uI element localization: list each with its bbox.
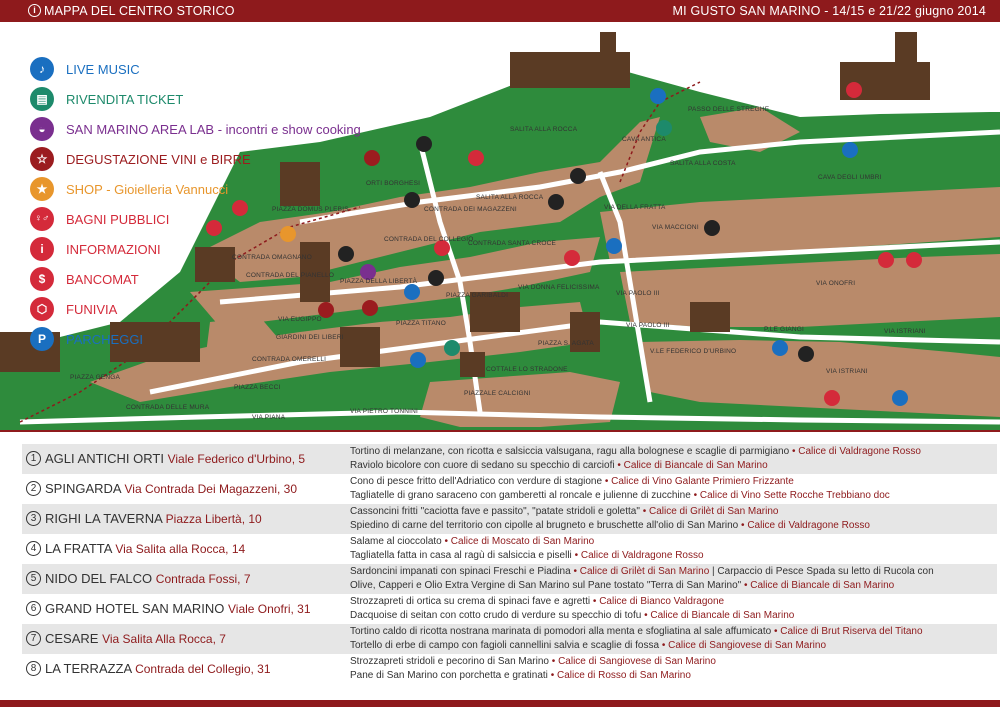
pin-7 — [548, 194, 564, 210]
pin-8 — [428, 270, 444, 286]
label-federico-urbino: V.LE FEDERICO D'URBINO — [650, 348, 737, 355]
row-number: 7 — [26, 631, 41, 646]
row-number: 3 — [26, 511, 41, 526]
legend-live-music[interactable] — [30, 57, 390, 83]
label-stradone: COTTALE LO STRADONE — [486, 366, 568, 373]
parking-icon: P — [30, 327, 54, 351]
label-collegio: CONTRADA DEL COLLEGIO — [384, 236, 474, 243]
legend-atm[interactable] — [30, 267, 390, 293]
table-row[interactable] — [22, 444, 997, 474]
row-number: 6 — [26, 601, 41, 616]
label-via-fratta: VIA DELLA FRATTA — [604, 204, 666, 211]
restaurant-address: Contrada Fossi, 7 — [155, 572, 251, 586]
dish-line: Tagliatelle di grano saraceno con gamberetti al roncale e julienne di zucchine • Calice di Vino Sette Rocche Trebbiano doc — [350, 490, 890, 501]
restaurant-address: Viale Onofri, 31 — [228, 602, 311, 616]
legend-shop[interactable] — [30, 177, 390, 203]
label-giardini-liberi: GIARDINI DEI LIBERI — [276, 334, 344, 341]
label-piazza-liberta: PIAZZA DELLA LIBERTÀ — [340, 278, 418, 285]
label-salita-rocca-2: SALITA ALLA ROCCA — [476, 194, 544, 201]
dish-line: Tagliatella fatta in casa al ragù di salsiccia e piselli • Calice di Valdragone Rosso — [350, 550, 704, 561]
label-pietro-tonnini: VIA PIETRO TONNINI — [350, 408, 419, 415]
restaurant-address: Piazza Libertà, 10 — [165, 512, 262, 526]
dish-line: Strozzapreti di ortica su crema di spinaci fave e agretti • Calice di Bianco Valdragone — [350, 596, 725, 607]
legend-label: LIVE MUSIC — [66, 62, 140, 77]
restaurant-name: AGLI ANTICHI ORTI Viale Federico d'Urbino, 5 — [45, 451, 306, 466]
label-via-eugippo: VIA EUGIPPO — [278, 316, 322, 323]
dish-line: Cassoncini fritti "caciotta fave e passito", "patate stridoli e goletta" • Calice di Grilèt di San Marino — [350, 506, 779, 517]
restaurant-name: NIDO DEL FALCO Contrada Fossi, 7 — [45, 571, 251, 586]
microphone-icon: ♪ — [30, 57, 54, 81]
restaurant-address: Via Salita Alla Rocca, 7 — [102, 632, 226, 646]
dish-line: Dacquoise di seitan con cotto crudo di verdure su specchio di tofu • Calice di Biancale di San Marino — [350, 610, 795, 621]
restaurant-name: GRAND HOTEL SAN MARINO Viale Onofri, 31 — [45, 601, 311, 616]
legend-cable-car[interactable] — [30, 297, 390, 323]
dish-line: Tortino di melanzane, con ricotta e salsiccia valsugana, ragu alla bolognese e scaglie di parmigiano • Calice di Valdragone Rosso — [350, 446, 921, 457]
legend-label: RIVENDITA TICKET — [66, 92, 184, 107]
label-cava-umbri: CAVA DEGLI UMBRI — [818, 174, 882, 181]
table-row[interactable] — [22, 504, 997, 534]
cable-car-icon: ⬡ — [30, 297, 54, 321]
dish-line: Sardoncini impanati con spinaci Freschi e Piadina • Calice di Grilèt di San Marino | Carpaccio di Pesce Spada su letto di Rucola con — [350, 566, 934, 577]
event-title: MI GUSTO SAN MARINO - 14/15 e 21/22 giugno 2014 — [672, 4, 986, 18]
star-icon: ★ — [30, 177, 54, 201]
dish-line: Salame al cioccolato • Calice di Moscato di San Marino — [350, 536, 595, 547]
pin-4 — [570, 168, 586, 184]
label-via-piana: VIA PIANA — [252, 414, 286, 421]
label-via-onofri: VIA ONOFRI — [816, 280, 856, 287]
pin-6 — [704, 220, 720, 236]
legend-area-lab[interactable] — [30, 117, 390, 143]
label-cava-antica: CAVA ANTICA — [622, 136, 666, 143]
label-domus-plebis: PIAZZA DOMUS PLEBIS — [272, 206, 349, 213]
legend-label: INFORMAZIONI — [66, 242, 161, 257]
label-istriani-1: VIA ISTRIANI — [884, 328, 926, 335]
restaurant-name: LA FRATTA Via Salita alla Rocca, 14 — [45, 541, 246, 556]
label-piazza-genga: PIAZZA GENGA — [70, 374, 121, 381]
mortar-icon: ◒ — [30, 117, 54, 141]
restaurant-name: SPINGARDA Via Contrada Dei Magazzeni, 30 — [45, 481, 298, 496]
label-giangi: P.LE GIANGI — [764, 326, 805, 333]
label-orti-borghesi: ORTI BORGHESI — [366, 180, 421, 187]
label-salita-rocca-1: SALITA ALLA ROCCA — [510, 126, 578, 133]
legend-label: BANCOMAT — [66, 272, 139, 287]
label-salita-costa: SALITA ALLA COSTA — [670, 160, 736, 167]
dish-line: Tortino caldo di ricotta nostrana marinata di pomodori alla menta e sfogliatina al sale affumicato • Calice di Brut Riserva del Titano — [350, 626, 923, 637]
restaurant-address: Via Salita alla Rocca, 14 — [115, 542, 246, 556]
restaurant-address: Via Contrada Dei Magazzeni, 30 — [124, 482, 298, 496]
table-row[interactable] — [22, 564, 997, 594]
restaurant-name: CESARE Via Salita Alla Rocca, 7 — [45, 631, 226, 646]
restaurant-address: Viale Federico d'Urbino, 5 — [167, 452, 306, 466]
label-delle-mura: CONTRADA DELLE MURA — [126, 404, 210, 411]
row-number: 4 — [26, 541, 41, 556]
label-pianello: CONTRADA DEL PIANELLO — [246, 272, 335, 279]
legend-label: BAGNI PUBBLICI — [66, 212, 170, 227]
legend-info[interactable] — [30, 237, 390, 263]
table-row[interactable] — [22, 654, 997, 684]
restaurant-name: RIGHI LA TAVERNA Piazza Libertà, 10 — [45, 511, 262, 526]
label-paolo-iii-2: VIA PAOLO III — [626, 322, 670, 329]
ticket-icon: ▤ — [30, 87, 54, 111]
dish-line: Tortello di erbe di campo con fagioli cannellini salvia e scaglie di fossa • Calice di Sangiovese di San Marino — [350, 640, 827, 651]
dish-line: Raviolo bicolore con cuore di sedano su specchio di carciofi • Calice di Biancale di San Marino — [350, 460, 768, 471]
label-piazza-titano: PIAZZA TITANO — [396, 320, 447, 327]
restaurant-name: LA TERRAZZA Contrada del Collegio, 31 — [45, 661, 271, 676]
atm-icon: $ — [30, 267, 54, 291]
label-omerelli: CONTRADA OMERELLI — [252, 356, 327, 363]
footer-bar — [0, 700, 1000, 707]
table-row[interactable] — [22, 474, 997, 504]
legend-parking[interactable] — [30, 327, 390, 353]
label-santa-croce: CONTRADA SANTA CROCE — [468, 240, 557, 247]
table-row[interactable] — [22, 534, 997, 564]
legend-wine[interactable] — [30, 147, 390, 173]
header-bar — [0, 0, 1000, 22]
legend-restroom[interactable] — [30, 207, 390, 233]
pin-2 — [404, 192, 420, 208]
table-row[interactable] — [22, 624, 997, 654]
row-number: 5 — [26, 571, 41, 586]
legend-label: SHOP - Gioielleria Vannucci — [66, 182, 229, 197]
label-istriani-2: VIA ISTRIANI — [826, 368, 868, 375]
label-santa-agata: PIAZZA S. AGATA — [538, 340, 594, 347]
label-paolo-iii-1: VIA PAOLO III — [616, 290, 660, 297]
dish-line: Cono di pesce fritto dell'Adriatico con verdure di stagione • Calice di Vino Galante Primiero Frizzante — [350, 476, 794, 487]
label-piazza-becci: PIAZZA BECCI — [234, 384, 281, 391]
label-via-maccioni: VIA MACCIONI — [652, 224, 699, 231]
pin-5 — [416, 136, 432, 152]
info-icon: i — [30, 237, 54, 261]
legend-label: SAN MARINO AREA LAB - incontri e show cooking — [66, 122, 361, 137]
pin-1 — [798, 346, 814, 362]
wine-glass-icon: ☆ — [30, 147, 54, 171]
legend-label: PARCHEGGI — [66, 332, 144, 347]
restaurant-table — [0, 430, 1000, 707]
label-omagnano: CONTRADA OMAGNANO — [232, 254, 312, 261]
dish-line: Spiedino di carne del territorio con cipolle al brugneto e bruschette all'olio di San Marino • Calice di Valdragone Rosso — [350, 520, 870, 531]
legend-ticket[interactable] — [30, 87, 390, 113]
dish-line: Pane di San Marino con porchetta e gratinati • Calice di Rosso di San Marino — [350, 670, 691, 681]
row-number: 8 — [26, 661, 41, 676]
row-number: 2 — [26, 481, 41, 496]
info-icon: i — [28, 4, 41, 17]
row-number: 1 — [26, 451, 41, 466]
label-calcigni: PIAZZALE CALCIGNI — [464, 390, 531, 397]
label-passo-streghe: PASSO DELLE STREGHE — [688, 106, 770, 113]
dish-line: Olive, Capperi e Olio Extra Vergine di San Marino sul Pane tostato "Terra di San Marino" • Calice di Biancale di San Marino — [350, 580, 895, 591]
city-map[interactable] — [0, 22, 1000, 430]
legend-label: FUNIVIA — [66, 302, 118, 317]
restroom-icon: ♀♂ — [30, 207, 54, 231]
page-title: MAPPA DEL CENTRO STORICO — [44, 4, 235, 18]
restaurant-address: Contrada del Collegio, 31 — [135, 662, 271, 676]
dish-line: Strozzapreti stridoli e pecorino di San Marino • Calice di Sangiovese di San Marino — [350, 656, 716, 667]
legend-label: DEGUSTAZIONE VINI e BIRRE — [66, 152, 251, 167]
table-row[interactable] — [22, 594, 997, 624]
label-piazza-garibaldi: PIAZZA GARIBALDI — [446, 292, 509, 299]
label-magazzeni: CONTRADA DEI MAGAZZENI — [424, 206, 517, 213]
label-donna-felicissima: VIA DONNA FELICISSIMA — [518, 284, 600, 291]
